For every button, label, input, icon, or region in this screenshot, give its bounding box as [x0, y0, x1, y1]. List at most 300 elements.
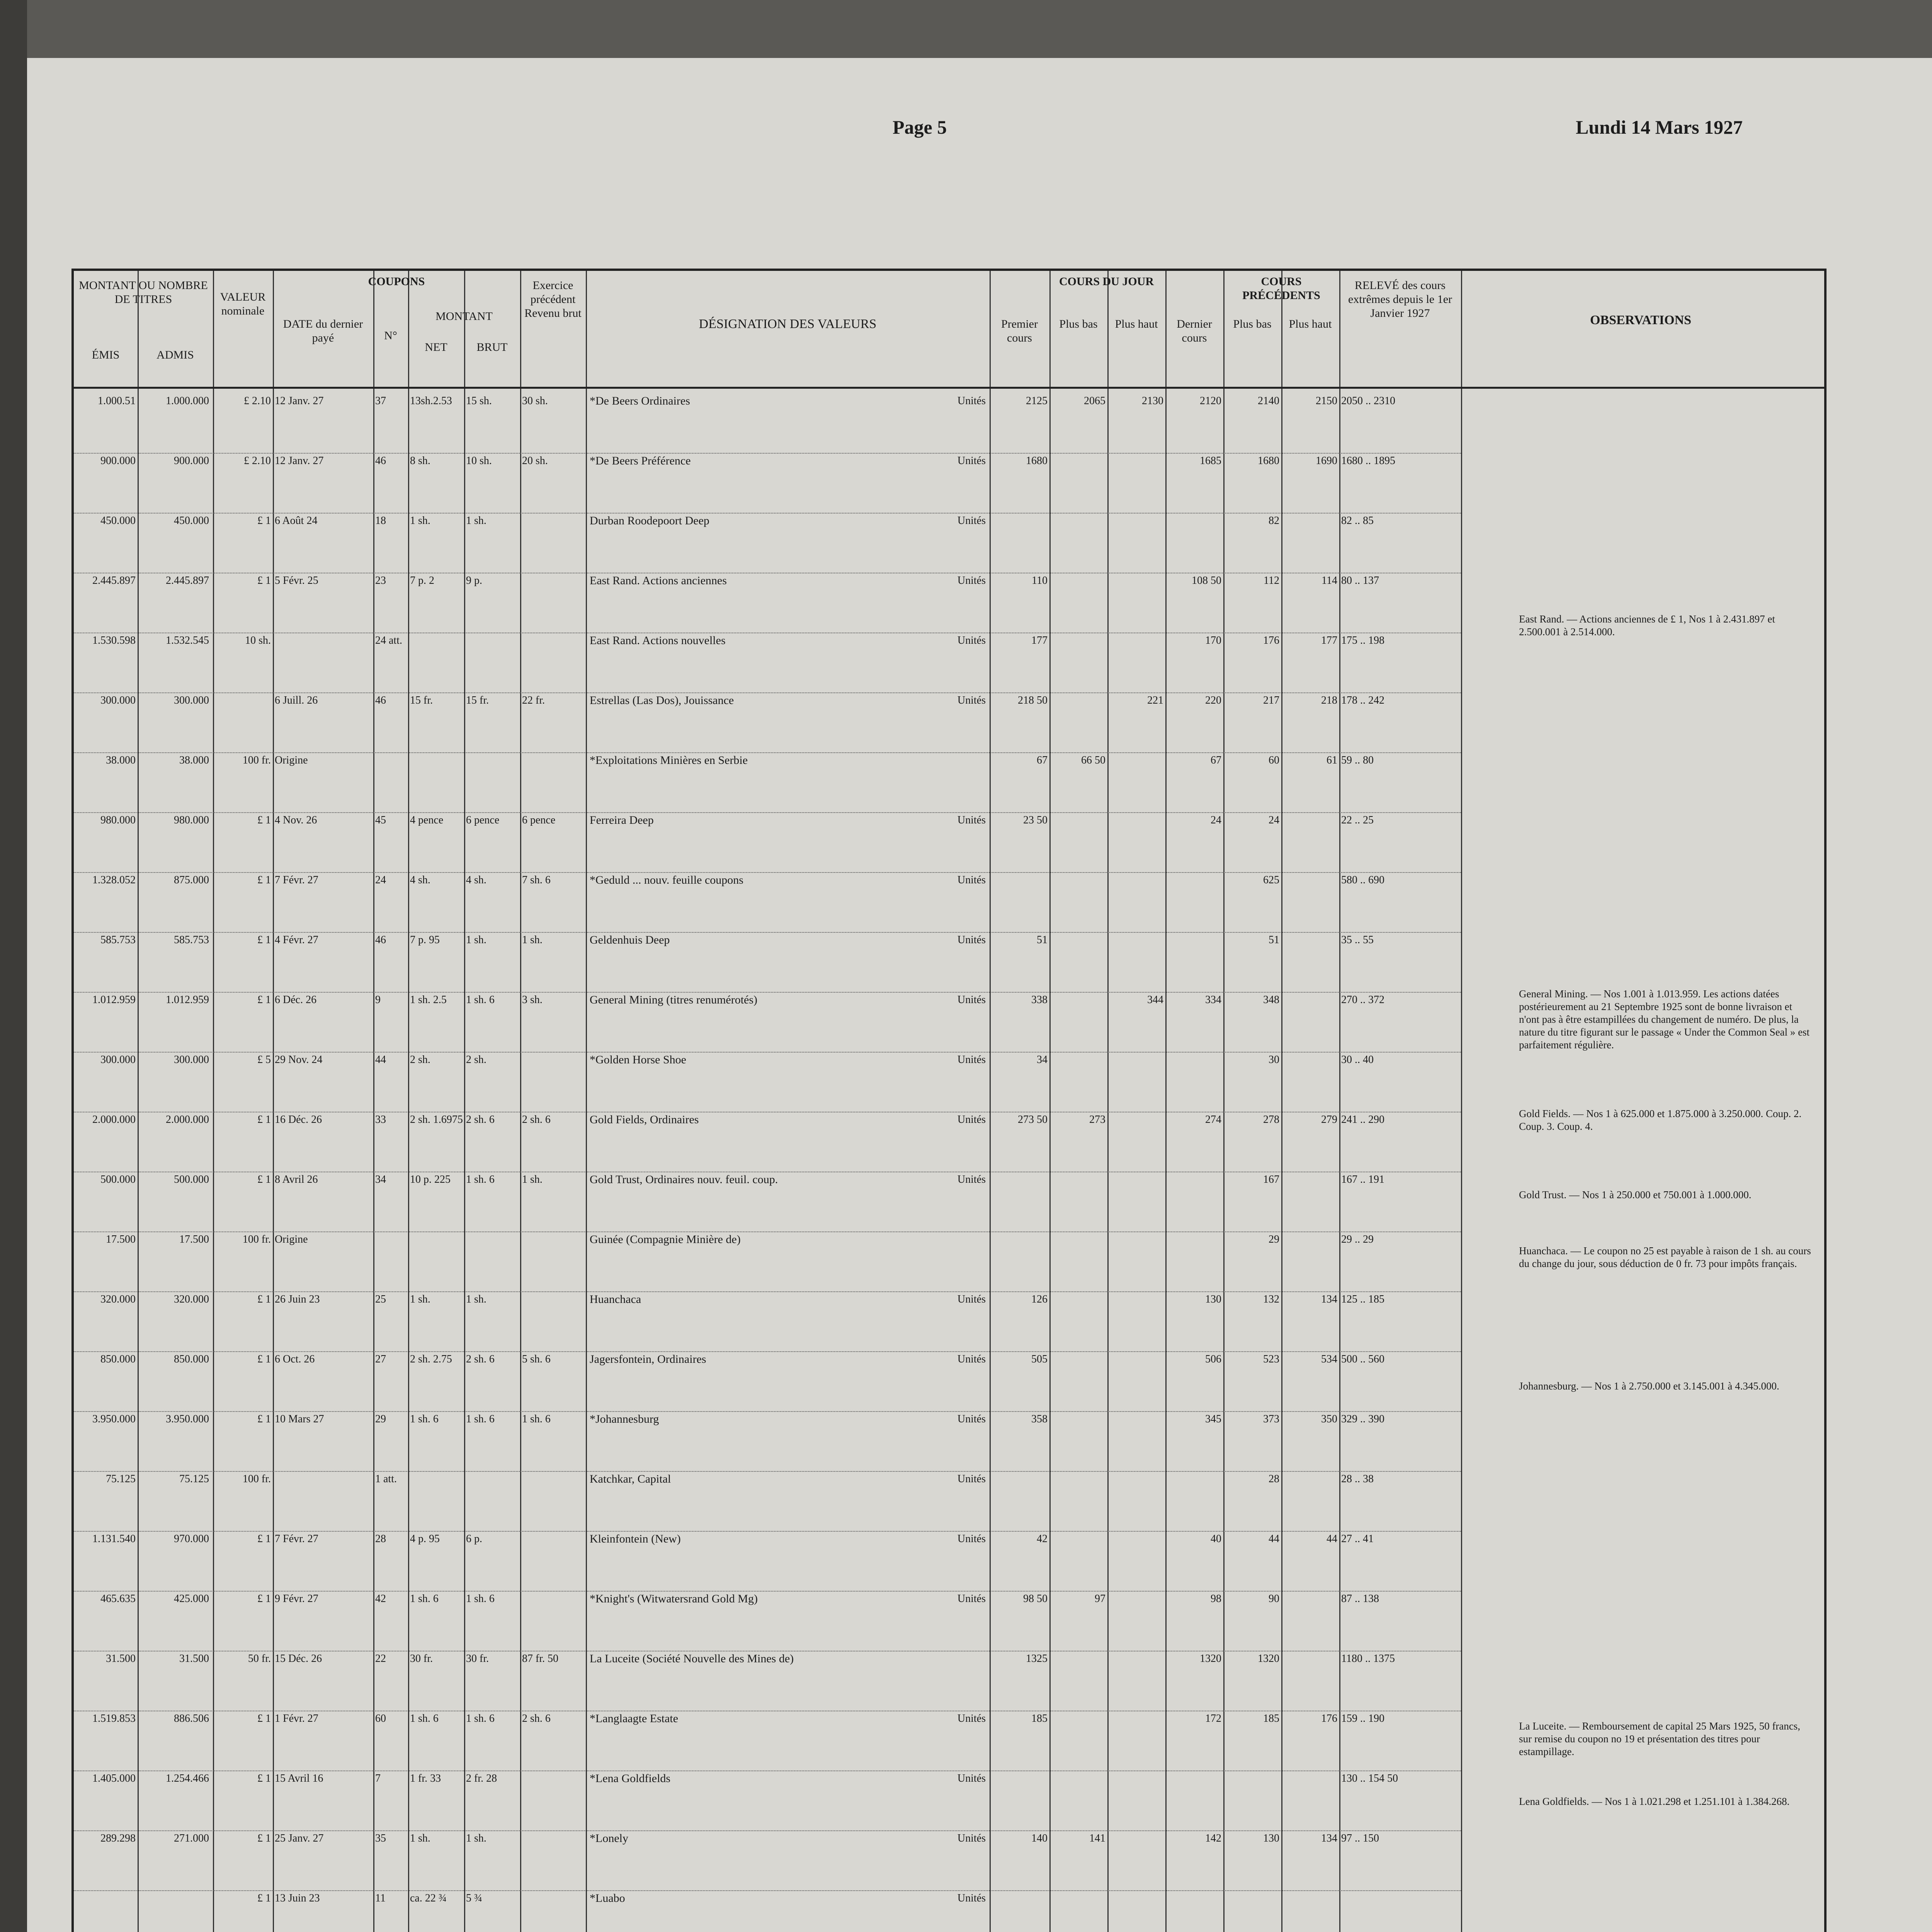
cell-ex: 5 sh. 6 [522, 1353, 551, 1365]
cell-prem: 505 [1031, 1353, 1048, 1365]
row-separator [74, 872, 1461, 873]
cell-net: 15 fr. [410, 694, 433, 706]
cell-date: 9 Févr. 27 [275, 1593, 318, 1605]
header-observations: OBSERVATIONS [1590, 313, 1692, 327]
cell-des: *Lena Goldfields [590, 1772, 671, 1785]
cell-net: 1 sh. 6 [410, 1413, 439, 1425]
table-row [74, 874, 1824, 934]
cell-des: *Langlaagte Estate [590, 1712, 679, 1725]
cell-no: 29 [375, 1413, 386, 1425]
cell-admis: 450.000 [174, 515, 209, 527]
cell-bas: 97 [1095, 1593, 1105, 1605]
cell-pbas: 523 [1263, 1353, 1279, 1365]
cell-pbas: 217 [1263, 694, 1279, 706]
cell-net: 1 sh. 6 [410, 1593, 439, 1605]
cell-rel: 130 .. 154 50 [1341, 1772, 1398, 1784]
cell-unit: Unités [957, 1892, 986, 1904]
cell-rel: 167 .. 191 [1341, 1173, 1384, 1185]
cell-unit: Unités [957, 575, 986, 587]
cell-pbas: 29 [1269, 1233, 1279, 1245]
cell-prem: 358 [1031, 1413, 1048, 1425]
row-separator [74, 453, 1461, 454]
cell-pbas: 44 [1269, 1533, 1279, 1545]
cell-net: 1 sh. [410, 1293, 430, 1305]
cell-pbas: 373 [1263, 1413, 1279, 1425]
cell-date: 26 Juin 23 [275, 1293, 320, 1305]
cell-no: 9 [375, 994, 381, 1006]
cell-date: Origine [275, 754, 308, 766]
cell-emis: 1.530.598 [92, 634, 136, 646]
cell-des: Gold Trust, Ordinaires nouv. feuil. coup. [590, 1173, 778, 1186]
cell-admis: 875.000 [174, 874, 209, 886]
cell-pbas: 51 [1269, 934, 1279, 946]
cell-unit: Unités [957, 395, 986, 407]
cell-no: 25 [375, 1293, 386, 1305]
cell-des: East Rand. Actions anciennes [590, 574, 727, 587]
cell-bas: 2065 [1084, 395, 1105, 407]
cell-phaut: 534 [1321, 1353, 1337, 1365]
cell-unit: Unités [957, 994, 986, 1006]
table-row [74, 1053, 1824, 1113]
cell-rel: 125 .. 185 [1341, 1293, 1384, 1305]
book-binding [0, 0, 27, 1932]
cell-brut: 6 p. [466, 1533, 482, 1545]
cell-val: £ 1 [257, 1413, 271, 1425]
table-row [74, 395, 1824, 454]
cell-rel: 500 .. 560 [1341, 1353, 1384, 1365]
cell-date: 16 Déc. 26 [275, 1114, 322, 1126]
cell-des: Katchkar, Capital [590, 1473, 671, 1485]
cell-admis: 31.500 [179, 1653, 209, 1665]
cell-emis: 1.519.853 [92, 1713, 136, 1725]
cell-des: Jagersfontein, Ordinaires [590, 1353, 706, 1366]
cell-des: Kleinfontein (New) [590, 1532, 681, 1545]
cell-phaut: 134 [1321, 1832, 1337, 1844]
cell-emis: 1.131.540 [92, 1533, 136, 1545]
cell-emis: 17.500 [106, 1233, 136, 1245]
cell-prem: 51 [1037, 934, 1048, 946]
cell-emis: 585.753 [100, 934, 136, 946]
cell-bas: 141 [1089, 1832, 1105, 1844]
row-separator [74, 1351, 1461, 1352]
cell-net: ca. 22 ¾ [410, 1892, 447, 1904]
header-cours-prec: COURS PRÉCÉDENTS [1242, 275, 1320, 302]
cell-admis: 3.950.000 [166, 1413, 209, 1425]
cell-net: 1 sh. 2.5 [410, 994, 447, 1006]
cell-emis: 500.000 [100, 1173, 136, 1185]
table-row [74, 694, 1824, 754]
cell-emis: 31.500 [106, 1653, 136, 1665]
cell-date: 4 Nov. 26 [275, 814, 317, 826]
cell-pbas: 24 [1269, 814, 1279, 826]
table-header [74, 271, 1824, 389]
page-number: Page 5 [893, 116, 947, 138]
cell-no: 11 [375, 1892, 386, 1904]
cell-brut: 1 sh. [466, 1293, 486, 1305]
cell-brut: 15 sh. [466, 395, 492, 407]
cell-des: *Johannesburg [590, 1413, 659, 1425]
cell-des: Durban Roodepoort Deep [590, 514, 709, 527]
table-row [74, 1592, 1824, 1652]
cell-date: 15 Déc. 26 [275, 1653, 322, 1665]
cell-rel: 22 .. 25 [1341, 814, 1374, 826]
cell-dern: 1320 [1200, 1653, 1221, 1665]
cell-no: 45 [375, 814, 386, 826]
row-separator [74, 1890, 1461, 1891]
cell-val: £ 2.10 [244, 395, 271, 407]
table-row [74, 454, 1824, 514]
cell-dern: 345 [1205, 1413, 1221, 1425]
cell-rel: 82 .. 85 [1341, 515, 1374, 527]
cell-no: 46 [375, 694, 386, 706]
cell-unit: Unités [957, 455, 986, 467]
cell-des: *Lonely [590, 1832, 628, 1845]
cell-emis: 1.405.000 [92, 1772, 136, 1784]
cell-ex: 30 sh. [522, 395, 548, 407]
cell-no: 60 [375, 1713, 386, 1725]
cell-des: La Luceite (Société Nouvelle des Mines de) [590, 1652, 794, 1665]
table-row [74, 1892, 1824, 1932]
cell-date: 4 Févr. 27 [275, 934, 318, 946]
cell-date: 13 Juin 23 [275, 1892, 320, 1904]
cell-date: 29 Nov. 24 [275, 1054, 323, 1066]
cell-unit: Unités [957, 1593, 986, 1605]
cell-prem: 1325 [1026, 1653, 1048, 1665]
header-brut: BRUT [476, 341, 508, 354]
cell-des: *Exploitations Minières en Serbie [590, 754, 748, 767]
cell-emis: 465.635 [100, 1593, 136, 1605]
table-row [74, 814, 1824, 874]
cell-emis: 850.000 [100, 1353, 136, 1365]
cell-val: 100 fr. [242, 754, 271, 766]
cell-unit: Unités [957, 1473, 986, 1485]
cell-des: Guinée (Compagnie Minière de) [590, 1233, 741, 1246]
cell-admis: 75.125 [179, 1473, 209, 1485]
cell-rel: 178 .. 242 [1341, 694, 1384, 706]
cell-ex: 20 sh. [522, 455, 548, 467]
cell-des: East Rand. Actions nouvelles [590, 634, 726, 647]
cell-brut: 9 p. [466, 575, 482, 587]
cell-prem: 42 [1037, 1533, 1048, 1545]
header-montant: MONTANT [435, 310, 493, 323]
cell-net: 10 p. 225 [410, 1173, 451, 1185]
observation-note: Gold Trust. — Nos 1 à 250.000 et 750.001 à 1.000.000. [1519, 1189, 1752, 1201]
header-valeur: VALEUR nominale [220, 291, 266, 317]
table-row [74, 1473, 1824, 1532]
row-separator [74, 752, 1461, 753]
cell-net: 1 fr. 33 [410, 1772, 441, 1784]
cell-dern: 40 [1211, 1533, 1221, 1545]
cell-pbas: 30 [1269, 1054, 1279, 1066]
cell-dern: 506 [1205, 1353, 1221, 1365]
header-plus-haut: Plus haut [1115, 318, 1158, 330]
cell-net: 7 p. 2 [410, 575, 434, 587]
cell-rel: 28 .. 38 [1341, 1473, 1374, 1485]
cell-val: £ 5 [257, 1054, 271, 1066]
cell-admis: 38.000 [179, 754, 209, 766]
cell-net: 1 sh. [410, 515, 430, 527]
cell-date: 8 Avril 26 [275, 1173, 318, 1185]
cell-phaut: 350 [1321, 1413, 1337, 1425]
cell-emis: 75.125 [106, 1473, 136, 1485]
observation-note: Gold Fields. — Nos 1 à 625.000 et 1.875.000 à 3.250.000. Coup. 2. Coup. 3. Coup. 4. [1519, 1108, 1802, 1132]
cell-brut: 2 sh. 6 [466, 1353, 495, 1365]
row-separator [74, 1770, 1461, 1771]
cell-rel: 87 .. 138 [1341, 1593, 1379, 1605]
cell-unit: Unités [957, 874, 986, 886]
cell-pbas: 185 [1263, 1713, 1279, 1725]
cell-des: *De Beers Préférence [590, 454, 691, 467]
table-row [74, 1293, 1824, 1353]
cell-emis: 450.000 [100, 515, 136, 527]
cell-pbas: 28 [1269, 1473, 1279, 1485]
cell-brut: 30 fr. [466, 1653, 489, 1665]
cell-pbas: 1320 [1258, 1653, 1279, 1665]
cell-net: 7 p. 95 [410, 934, 440, 946]
cell-admis: 425.000 [174, 1593, 209, 1605]
cell-des: Estrellas (Las Dos), Jouissance [590, 694, 734, 707]
cell-no: 44 [375, 1054, 386, 1066]
cell-dern: 172 [1205, 1713, 1221, 1725]
cell-emis: 38.000 [106, 754, 136, 766]
header-prec-haut: Plus haut [1289, 318, 1332, 330]
cell-val: £ 1 [257, 874, 271, 886]
table-row [74, 934, 1824, 993]
cell-date: 6 Oct. 26 [275, 1353, 315, 1365]
cell-net: 2 sh. 1.6975 [410, 1114, 463, 1126]
cell-prem: 23 50 [1023, 814, 1048, 826]
observation-note: Johannesburg. — Nos 1 à 2.750.000 et 3.145.001 à 4.345.000. [1519, 1380, 1779, 1392]
cell-val: £ 1 [257, 515, 271, 527]
row-separator [74, 1830, 1461, 1831]
row-separator [74, 513, 1461, 514]
quotation-table [71, 269, 1827, 1932]
cell-date: 5 Févr. 25 [275, 575, 318, 587]
cell-emis: 1.000.51 [98, 395, 136, 407]
cell-no: 22 [375, 1653, 386, 1665]
cell-val: £ 1 [257, 934, 271, 946]
cell-rel: 1180 .. 1375 [1341, 1653, 1395, 1665]
cell-phaut: 2150 [1316, 395, 1337, 407]
cell-ex: 2 sh. 6 [522, 1114, 551, 1126]
cell-net: 4 pence [410, 814, 444, 826]
cell-phaut: 44 [1327, 1533, 1337, 1545]
cell-pbas: 1680 [1258, 455, 1279, 467]
cell-des: *Knight's (Witwatersrand Gold Mg) [590, 1592, 758, 1605]
cell-admis: 886.506 [174, 1713, 209, 1725]
cell-val: £ 1 [257, 814, 271, 826]
cell-emis: 980.000 [100, 814, 136, 826]
cell-admis: 320.000 [174, 1293, 209, 1305]
cell-pbas: 625 [1263, 874, 1279, 886]
cell-net: 30 fr. [410, 1653, 433, 1665]
row-separator [74, 1591, 1461, 1592]
cell-pbas: 60 [1269, 754, 1279, 766]
cell-rel: 29 .. 29 [1341, 1233, 1374, 1245]
cell-rel: 241 .. 290 [1341, 1114, 1384, 1126]
row-separator [74, 1231, 1461, 1232]
cell-pbas: 132 [1263, 1293, 1279, 1305]
cell-des: Huanchaca [590, 1293, 641, 1306]
cell-phaut: 176 [1321, 1713, 1337, 1725]
header-coupons: COUPONS [368, 275, 425, 288]
header-net: NET [425, 341, 447, 354]
cell-no: 18 [375, 515, 386, 527]
cell-unit: Unités [957, 1353, 986, 1365]
cell-pbas: 90 [1269, 1593, 1279, 1605]
cell-val: 10 sh. [245, 634, 271, 646]
cell-ex: 22 fr. [522, 694, 545, 706]
cell-phaut: 61 [1327, 754, 1337, 766]
cell-des: *Geduld ... nouv. feuille coupons [590, 874, 743, 886]
cell-net: 4 sh. [410, 874, 430, 886]
cell-no: 24 att. [375, 634, 402, 646]
cell-brut: 1 sh. [466, 934, 486, 946]
cell-brut: 15 fr. [466, 694, 489, 706]
table-row [74, 1413, 1824, 1473]
header-designation: DÉSIGNATION DES VALEURS [699, 317, 877, 331]
cell-emis: 1.328.052 [92, 874, 136, 886]
cell-date: 6 Juill. 26 [275, 694, 318, 706]
cell-pbas: 112 [1264, 575, 1279, 587]
cell-no: 46 [375, 455, 386, 467]
cell-admis: 1.000.000 [166, 395, 209, 407]
cell-brut: 2 sh. 6 [466, 1114, 495, 1126]
cell-admis: 1.254.466 [166, 1772, 209, 1784]
cell-date: 1 Févr. 27 [275, 1713, 318, 1725]
cell-des: Gold Fields, Ordinaires [590, 1113, 699, 1126]
row-separator [74, 1411, 1461, 1412]
table-row [74, 1532, 1824, 1592]
cell-des: Geldenhuis Deep [590, 934, 670, 946]
cell-emis: 289.298 [100, 1832, 136, 1844]
cell-des: General Mining (titres renumérotés) [590, 993, 758, 1006]
header-dernier: Dernier cours [1177, 318, 1212, 344]
cell-phaut: 218 [1321, 694, 1337, 706]
cell-brut: 1 sh. 6 [466, 1173, 495, 1185]
cell-rel: 80 .. 137 [1341, 575, 1379, 587]
cell-dern: 274 [1205, 1114, 1221, 1126]
cell-unit: Unités [957, 1054, 986, 1066]
cell-rel: 59 .. 80 [1341, 754, 1374, 766]
cell-rel: 27 .. 41 [1341, 1533, 1374, 1545]
cell-rel: 35 .. 55 [1341, 934, 1374, 946]
page-date: Lundi 14 Mars 1927 [1575, 116, 1743, 138]
header-montant-nombre: MONTANT OU NOMBRE DE TITRES [79, 279, 208, 306]
cell-net: 4 p. 95 [410, 1533, 440, 1545]
cell-unit: Unités [957, 1173, 986, 1185]
cell-haut: 2130 [1142, 395, 1163, 407]
cell-prem: 218 50 [1018, 694, 1048, 706]
cell-date: 6 Août 24 [275, 515, 318, 527]
cell-dern: 220 [1205, 694, 1221, 706]
cell-val: £ 1 [257, 1114, 271, 1126]
cell-bas: 273 [1089, 1114, 1105, 1126]
table-row [74, 1832, 1824, 1892]
cell-net: 2 sh. 2.75 [410, 1353, 452, 1365]
cell-no: 28 [375, 1533, 386, 1545]
cell-ex: 7 sh. 6 [522, 874, 551, 886]
cell-unit: Unités [957, 515, 986, 527]
cell-rel: 30 .. 40 [1341, 1054, 1374, 1066]
cell-val: 50 fr. [248, 1653, 271, 1665]
cell-val: £ 1 [257, 994, 271, 1006]
cell-rel: 97 .. 150 [1341, 1832, 1379, 1844]
cell-ex: 1 sh. [522, 1173, 543, 1185]
cell-prem: 98 50 [1023, 1593, 1048, 1605]
cell-dern: 24 [1211, 814, 1221, 826]
cell-dern: 98 [1211, 1593, 1221, 1605]
cell-des: Ferreira Deep [590, 814, 654, 827]
cell-brut: 1 sh. 6 [466, 1713, 495, 1725]
cell-brut: 5 ¾ [466, 1892, 482, 1904]
table-row [74, 1173, 1824, 1233]
cell-rel: 1680 .. 1895 [1341, 455, 1395, 467]
header-no: N° [384, 329, 397, 342]
cell-prem: 67 [1037, 754, 1048, 766]
table-row [74, 514, 1824, 574]
cell-admis: 300.000 [174, 694, 209, 706]
cell-unit: Unités [957, 1533, 986, 1545]
cell-brut: 4 sh. [466, 874, 486, 886]
cell-pbas: 176 [1263, 634, 1279, 646]
header-emis: ÉMIS [92, 349, 120, 361]
cell-admis: 1.532.545 [166, 634, 209, 646]
cell-phaut: 177 [1321, 634, 1337, 646]
cell-prem: 2125 [1026, 395, 1048, 407]
cell-no: 24 [375, 874, 386, 886]
cell-admis: 850.000 [174, 1353, 209, 1365]
cell-ex: 3 sh. [522, 994, 543, 1006]
cell-no: 23 [375, 575, 386, 587]
cell-phaut: 134 [1321, 1293, 1337, 1305]
cell-val: £ 1 [257, 1832, 271, 1844]
observation-note: Huanchaca. — Le coupon no 25 est payable à raison de 1 sh. au cours du change du jour, sous déduction de 0 fr. 73 pour impôts français. [1519, 1245, 1811, 1269]
cell-dern: 108 50 [1192, 575, 1221, 587]
cell-dern: 2120 [1200, 395, 1221, 407]
cell-rel: 2050 .. 2310 [1341, 395, 1395, 407]
cell-net: 1 sh. [410, 1832, 430, 1844]
cell-date: 12 Janv. 27 [275, 455, 324, 467]
header-plus-bas: Plus bas [1059, 318, 1098, 330]
cell-date: 6 Déc. 26 [275, 994, 317, 1006]
cell-val: 100 fr. [242, 1473, 271, 1485]
cell-pbas: 130 [1263, 1832, 1279, 1844]
cell-val: £ 1 [257, 1892, 271, 1904]
cell-rel: 175 .. 198 [1341, 634, 1384, 646]
cell-unit: Unités [957, 1293, 986, 1305]
cell-date: 10 Mars 27 [275, 1413, 324, 1425]
cell-no: 42 [375, 1593, 386, 1605]
cell-emis: 300.000 [100, 1054, 136, 1066]
cell-prem: 177 [1031, 634, 1048, 646]
header-date: DATE du dernier payé [283, 318, 363, 344]
cell-pbas: 82 [1269, 515, 1279, 527]
cell-brut: 1 sh. [466, 515, 486, 527]
row-separator [74, 1052, 1461, 1053]
cell-dern: 130 [1205, 1293, 1221, 1305]
cell-brut: 1 sh. 6 [466, 1593, 495, 1605]
row-separator [74, 1531, 1461, 1532]
cell-emis: 3.950.000 [92, 1413, 136, 1425]
cell-val: £ 1 [257, 1353, 271, 1365]
cell-haut: 221 [1147, 694, 1163, 706]
row-separator [74, 812, 1461, 813]
cell-date: Origine [275, 1233, 308, 1245]
cell-phaut: 279 [1321, 1114, 1337, 1126]
cell-emis: 320.000 [100, 1293, 136, 1305]
cell-no: 33 [375, 1114, 386, 1126]
